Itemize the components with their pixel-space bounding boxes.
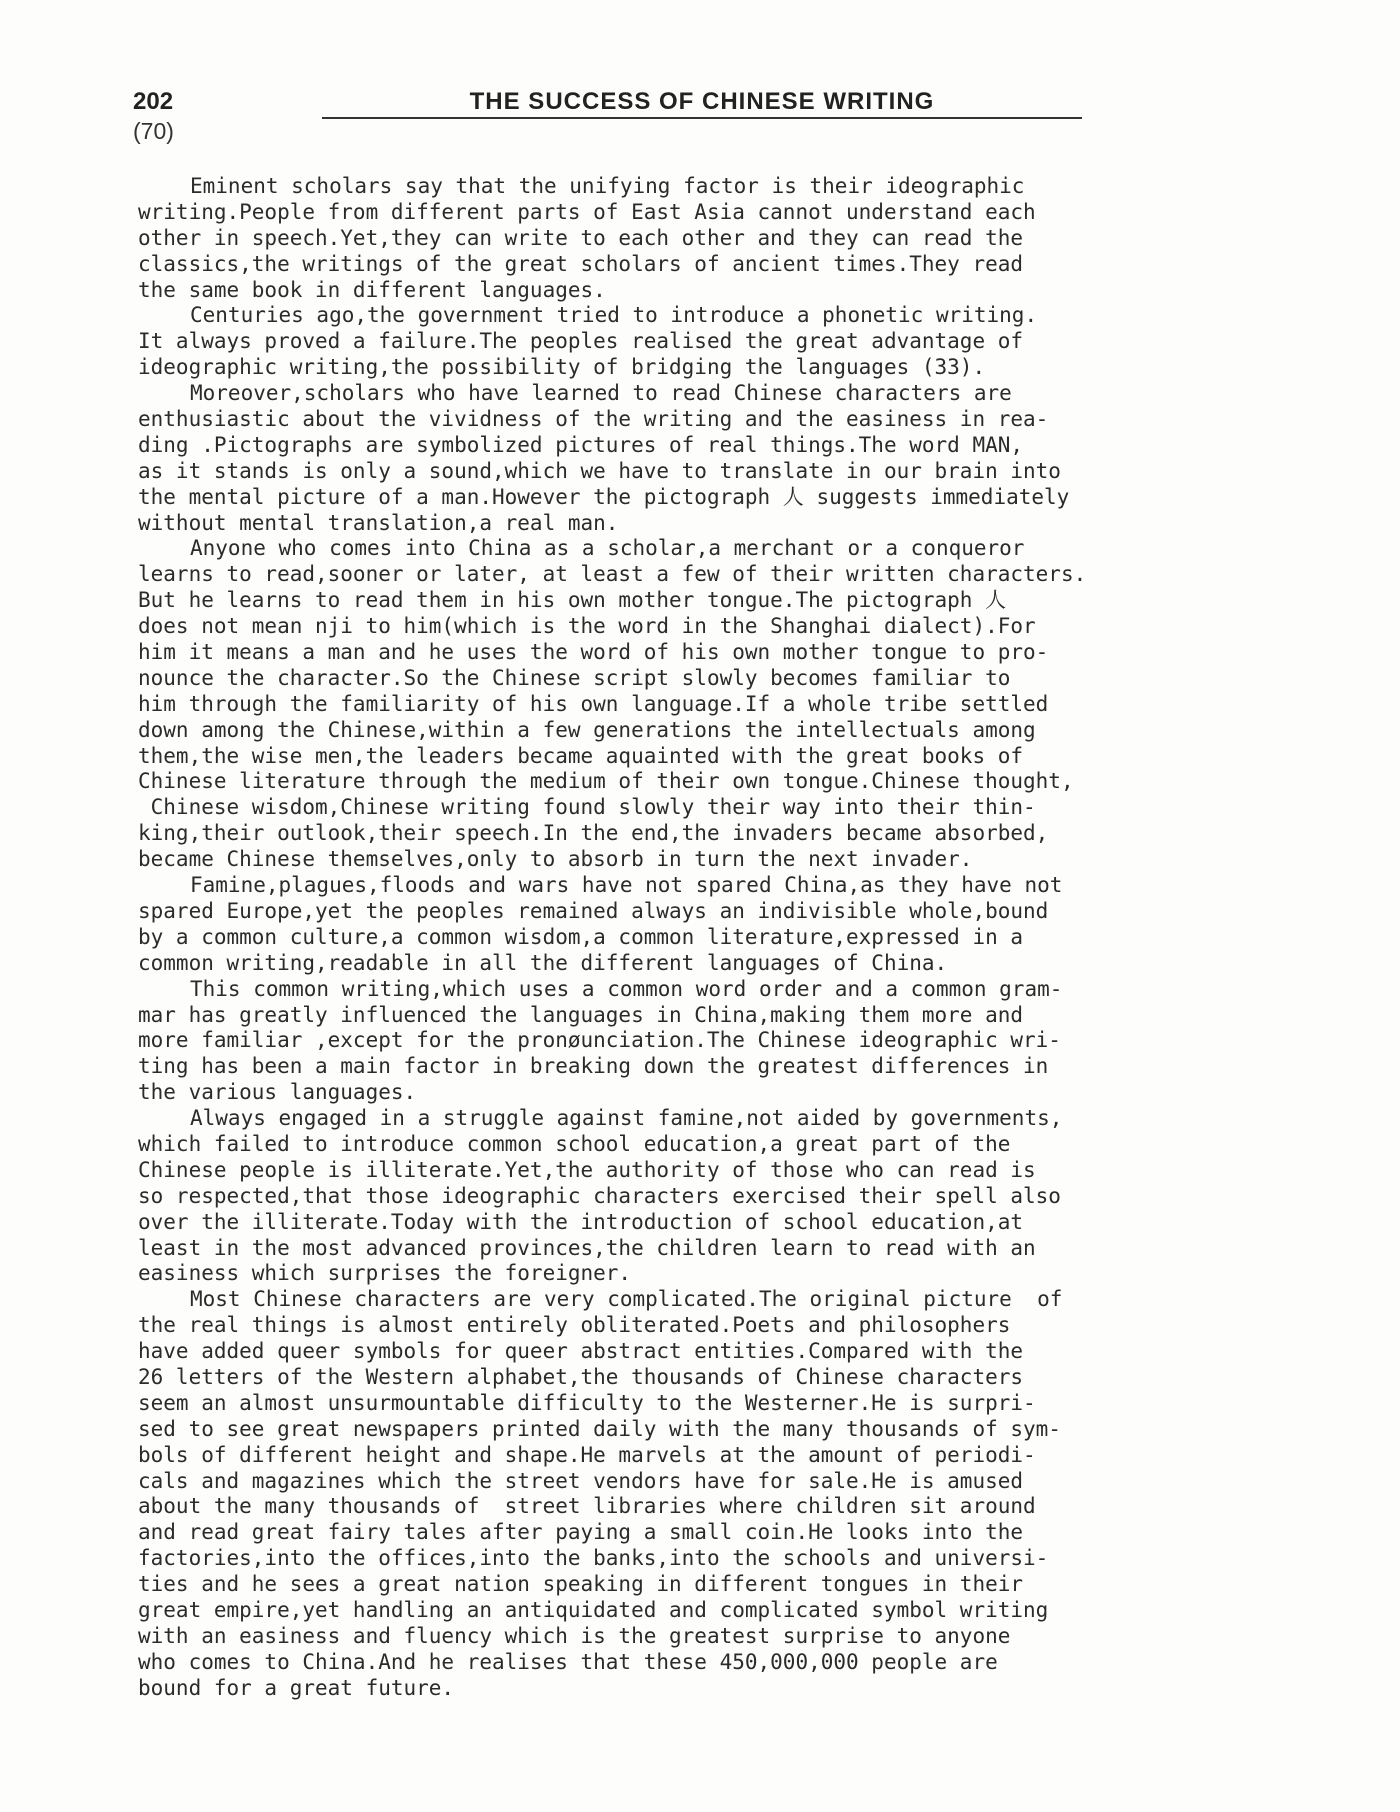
text-line: them,the wise men,the leaders became aquainted with the great books of [138, 743, 1024, 768]
text-line: ideographic writing,the possibility of bridging the languages (33). [138, 355, 986, 380]
text-line: great empire,yet handling an antiquidated and complicated symbol writing [138, 1597, 1049, 1622]
text-line: Anyone who comes into China as a scholar,a merchant or a conqueror [190, 536, 1025, 561]
text-line: Eminent scholars say that the unifying factor is their ideographic [190, 174, 1025, 198]
text-line: who comes to China.And he realises that these 450,000,000 people are [138, 1649, 998, 1674]
text-line: him through the familiarity of his own language.If a whole tribe settled [138, 691, 1049, 716]
text-line: Chinese wisdom,Chinese writing found slowly their way into their thin- [138, 795, 1036, 820]
text-line: 26 letters of the Western alphabet,the thousands of Chinese characters [138, 1364, 1024, 1389]
text-line: sed to see great newspapers printed daily with the many thousands of sym- [138, 1416, 1061, 1441]
text-line: the same book in different languages. [138, 277, 606, 302]
text-line: bound for a great future. [138, 1675, 455, 1700]
text-line: so respected,that those ideographic characters exercised their spell also [138, 1183, 1061, 1208]
text-line: ding .Pictographs are symbolized pictures of real things.The word MAN, [138, 432, 1024, 457]
text-line: about the many thousands of street libraries where children sit around [138, 1494, 1036, 1519]
text-line: common writing,readable in all the different languages of China. [138, 950, 948, 975]
text-line: Always engaged in a struggle against famine,not aided by governments, [190, 1106, 1063, 1131]
text-line: which failed to introduce common school education,a great part of the [138, 1131, 1011, 1156]
text-line: learns to read,sooner or later, at least a few of their written characters. [138, 562, 1087, 587]
text-line: writing.People from different parts of East Asia cannot understand each [138, 199, 1036, 224]
text-line: seem an almost unsurmountable difficulty to the Westerner.He is surpri- [138, 1390, 1036, 1415]
text-line: became Chinese themselves,only to absorb in turn the next invader. [138, 847, 973, 872]
text-line: Chinese people is illiterate.Yet,the authority of those who can read is [138, 1157, 1036, 1182]
text-line: ting has been a main factor in breaking down the greatest differences in [138, 1054, 1049, 1079]
text-line: by a common culture,a common wisdom,a common literature,expressed in a [138, 924, 1024, 949]
text-line: But he learns to read them in his own mother tongue.The pictograph 人 [138, 588, 1007, 613]
text-line: the various languages. [138, 1080, 417, 1105]
text-line: Centuries ago,the government tried to introduce a phonetic writing. [190, 303, 1038, 328]
text-line: other in speech.Yet,they can write to each other and they can read the [138, 225, 1024, 250]
text-line: Chinese literature through the medium of their own tongue.Chinese thought, [138, 769, 1074, 794]
text-line: spared Europe,yet the peoples remained always an indivisible whole,bound [138, 898, 1049, 923]
text-line: does not mean nji to him(which is the word in the Shanghai dialect).For [138, 614, 1036, 639]
text-line: nounce the character.So the Chinese script slowly becomes familiar to [138, 665, 1011, 690]
text-line: the mental picture of a man.However the pictograph 人 suggests immediately [138, 484, 1070, 509]
text-line: mar has greatly influenced the languages in China,making them more and [138, 1002, 1024, 1027]
text-line: and read great fairy tales after paying a small coin.He looks into the [138, 1520, 1024, 1545]
text-line: Most Chinese characters are very complicated.The original picture of [190, 1287, 1063, 1312]
text-line: have added queer symbols for queer abstract entities.Compared with the [138, 1339, 1024, 1364]
text-line: It always proved a failure.The peoples realised the great advantage of [138, 329, 1024, 354]
text-line: the real things is almost entirely obliterated.Poets and philosophers [138, 1313, 1011, 1338]
text-line: without mental translation,a real man. [138, 510, 619, 535]
text-line: down among the Chinese,within a few generations the intellectuals among [138, 717, 1036, 742]
page-number: 202 [133, 88, 174, 115]
text-line: ties and he sees a great nation speaking in different tongues in their [138, 1572, 1024, 1597]
text-line: enthusiastic about the vividness of the writing and the easiness in rea- [138, 407, 1049, 432]
text-line: as it stands is only a sound,which we have to translate in our brain into [138, 458, 1061, 483]
body-text [138, 174, 1273, 1702]
text-line: Moreover,scholars who have learned to read Chinese characters are [190, 381, 1012, 406]
text-line: over the illiterate.Today with the introduction of school education,at [138, 1209, 1024, 1234]
text-line: classics,the writings of the great scholars of ancient times.They read [138, 251, 1024, 276]
text-line: easiness which surprises the foreigner. [138, 1261, 632, 1286]
text-line: with an easiness and fluency which is the greatest surprise to anyone [138, 1623, 1011, 1648]
text-line: him it means a man and he uses the word of his own mother tongue to pro- [138, 640, 1049, 665]
text-line: least in the most advanced provinces,the children learn to read with an [138, 1235, 1036, 1260]
text-line: cals and magazines which the street vendors have for sale.He is amused [138, 1468, 1024, 1493]
text-line: factories,into the offices,into the banks,into the schools and universi- [138, 1546, 1049, 1571]
text-line: Famine,plagues,floods and wars have not spared China,as they have not [190, 873, 1063, 898]
text-line: This common writing,which uses a common word order and a common gram- [190, 976, 1063, 1001]
page-number-alt: (70) [133, 118, 174, 144]
text-line: king,their outlook,their speech.In the end,the invaders became absorbed, [138, 821, 1049, 846]
header-rule [322, 117, 1082, 119]
text-line: more familiar ,except for the pronøunciation.The Chinese ideographic wri- [138, 1028, 1061, 1053]
text-line: bols of different height and shape.He marvels at the amount of periodi- [138, 1442, 1036, 1467]
running-title: THE SUCCESS OF CHINESE WRITING [469, 88, 935, 115]
